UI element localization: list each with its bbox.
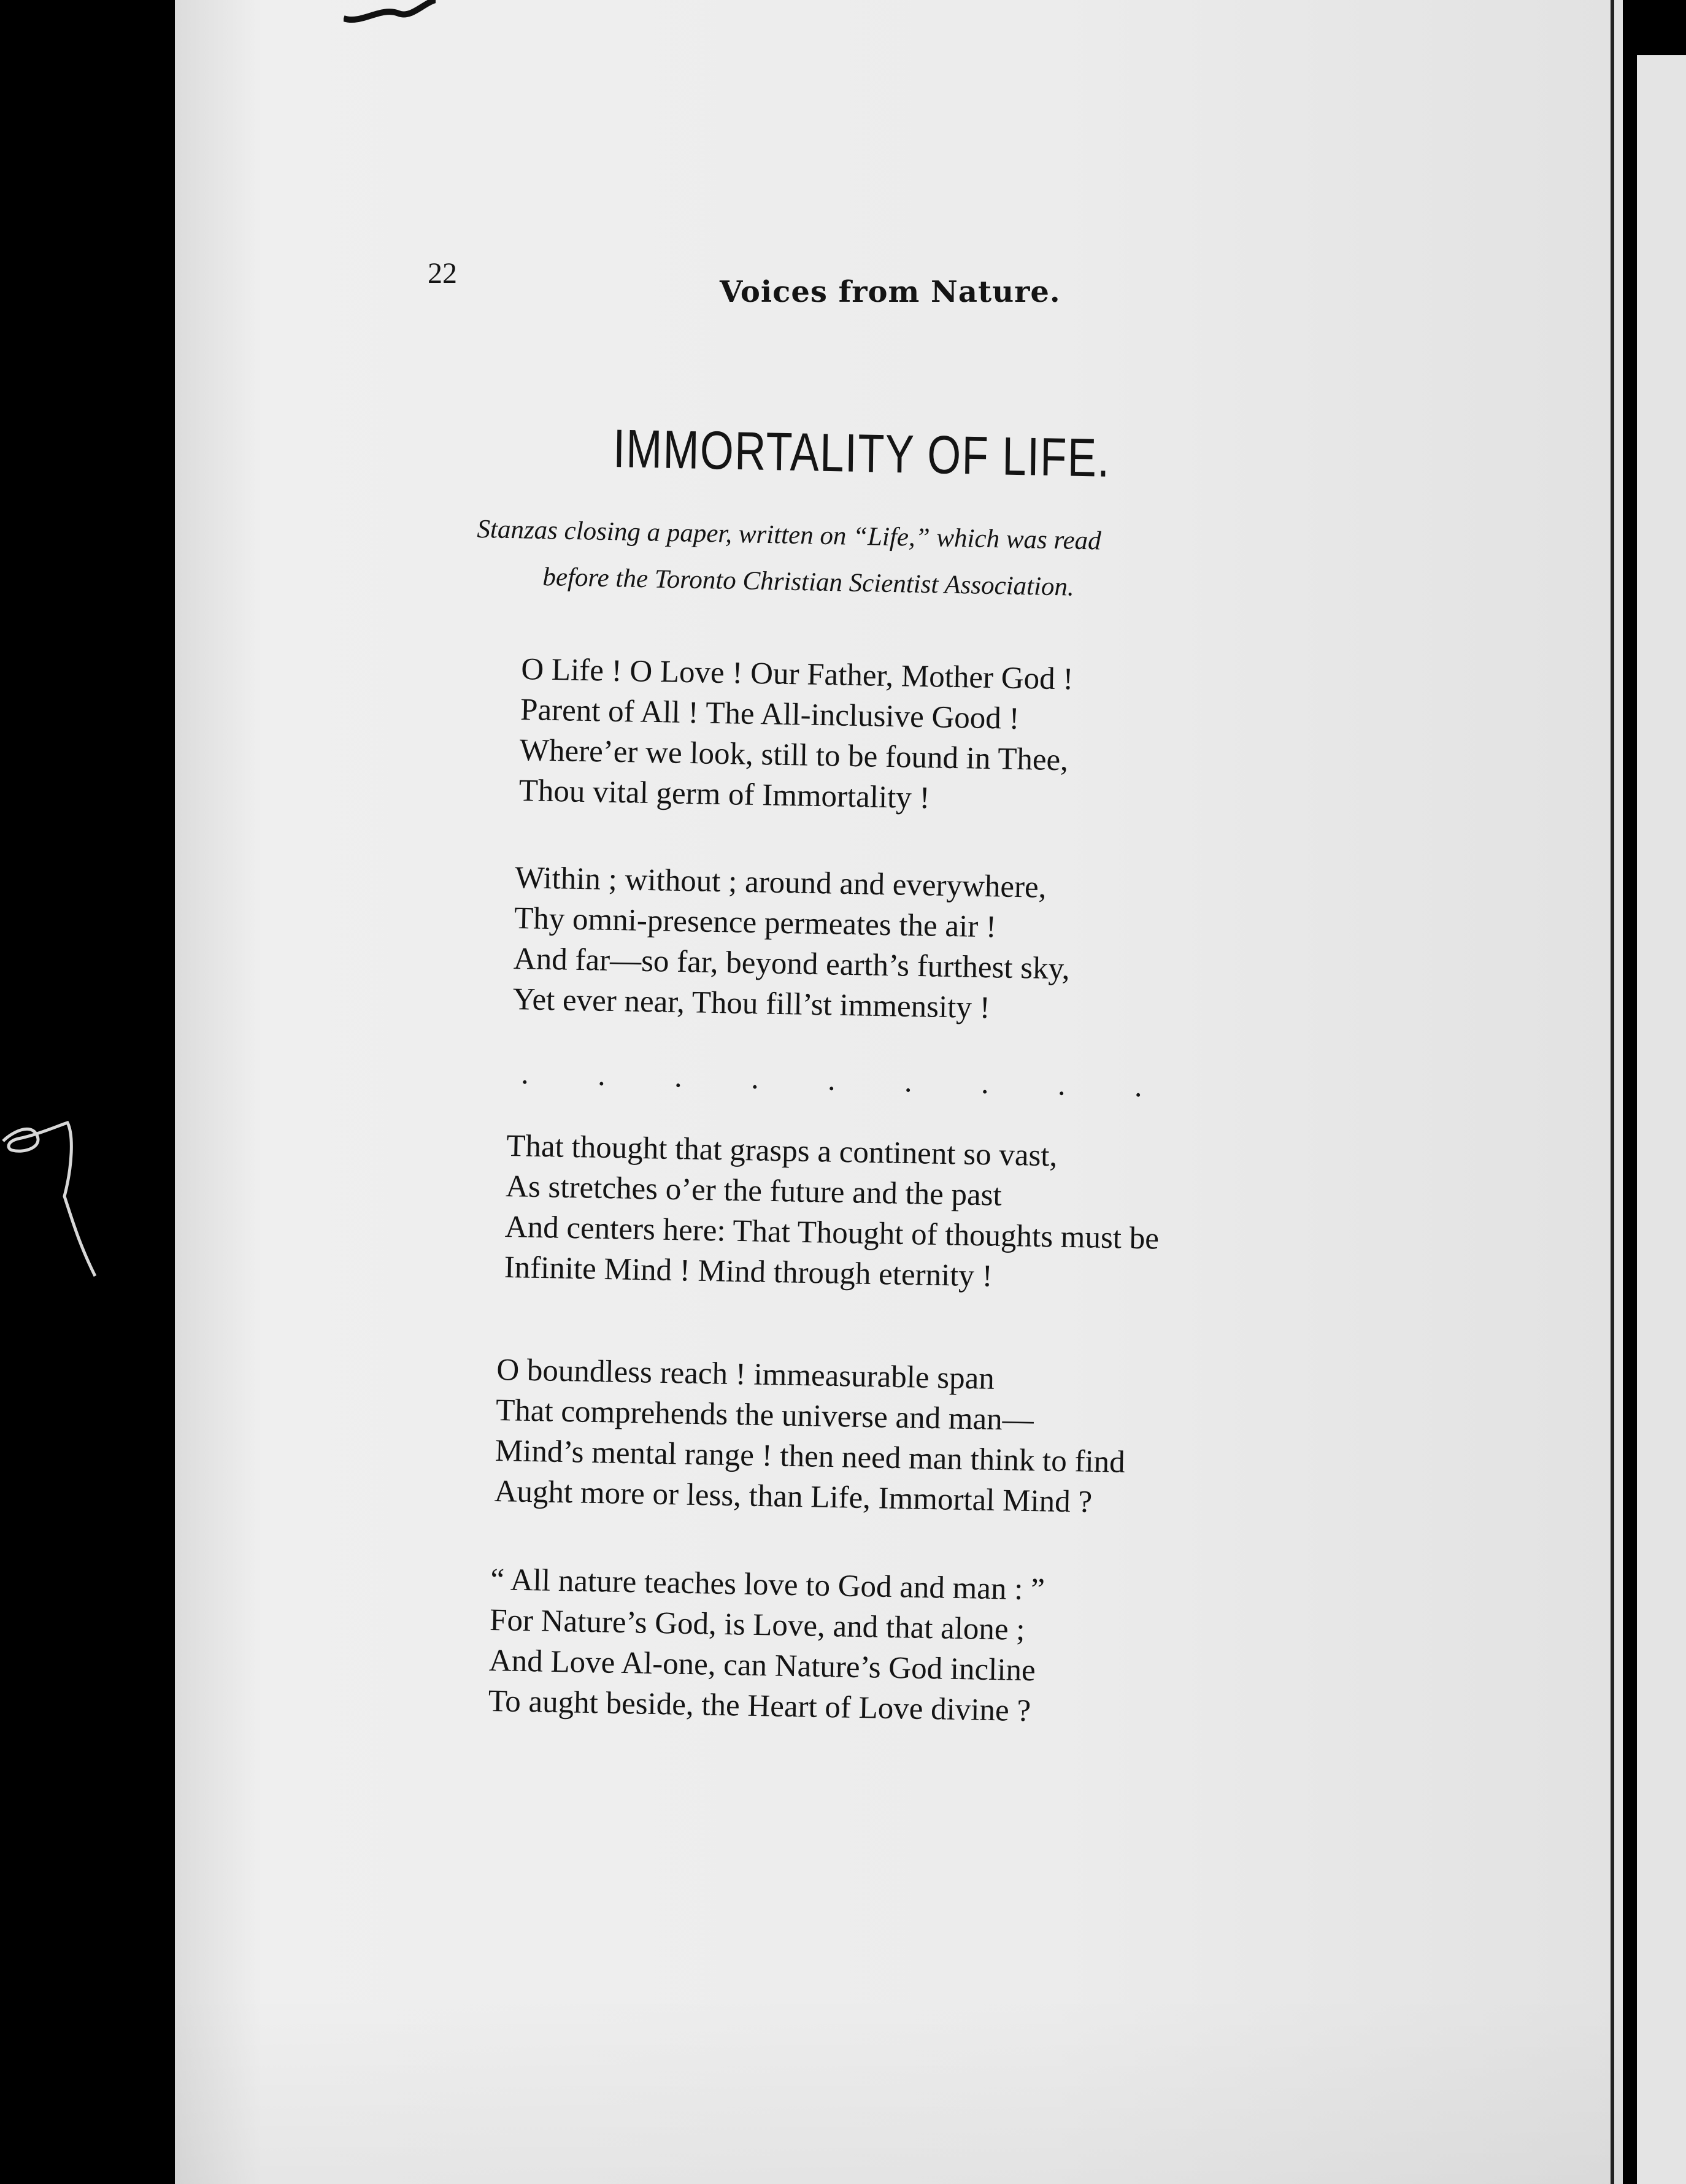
stanza [504,1126,1161,1299]
poem-line: As stretches o’er the future and the past [505,1169,1003,1213]
poem-line: To aught beside, the Heart of Love divine ? [488,1683,1031,1729]
poem-line: Parent of All ! The All-inclusive Good ! [520,692,1020,736]
poem-line: For Nature’s God, is Love, and that alone ; [489,1602,1026,1647]
poem-line: That comprehends the universe and man— [495,1393,1034,1438]
top-edge-mark [344,0,436,25]
poem-line: Yet ever near, Thou fill’st immensity ! [512,982,991,1026]
stanza [512,858,1071,1030]
poem-line: Infinite Mind ! Mind through eternity ! [504,1250,993,1294]
poem-line: Thou vital germ of Immortality ! [518,773,931,816]
margin-string-doodle [0,1098,98,1319]
poem-line: Aught more or less, than Life, Immortal Mind ? [494,1474,1093,1520]
page-gutter [1611,0,1614,2184]
poem-line: And far—so far, beyond earth’s furthest sky, [513,941,1071,986]
poem-line: That thought that grasps a continent so vast, [506,1128,1058,1174]
running-head: Voices from Nature. [720,275,1061,309]
poem-line: O boundless reach ! immeasurable span [496,1352,995,1396]
poem-line: Thy omni-presence permeates the air ! [514,901,997,945]
page-bottom-shade [175,1994,1623,2184]
poem-line: And centers here: That Thought of thoughts must be [504,1209,1160,1256]
subtitle-line: before the Toronto Christian Scientist Association. [542,562,1075,602]
poem-line: Where’er we look, still to be found in Thee, [519,732,1069,778]
poem-line: Mind’s mental range ! then need man think to find [495,1433,1126,1480]
poem-line: And Love Al-one, can Nature’s God incline [488,1643,1036,1688]
stanza [494,1350,1127,1523]
poem-line: “ All nature teaches love to God and man : ” [490,1562,1045,1607]
subtitle-line: Stanzas closing a paper, written on “Life,” which was read [477,514,1102,556]
facing-page-edge [1637,55,1686,2184]
stanza [518,649,1074,821]
poem-title: IMMORTALITY OF LIFE. [612,417,1111,488]
poem-line: Within ; without ; around and everywhere, [514,860,1047,905]
stanza [488,1559,1045,1732]
page-number: 22 [428,257,457,290]
ellipsis-row: . . . . . . . . . [520,1055,1143,1104]
poem-line: O Life ! O Love ! Our Father, Mother God ! [520,652,1074,697]
